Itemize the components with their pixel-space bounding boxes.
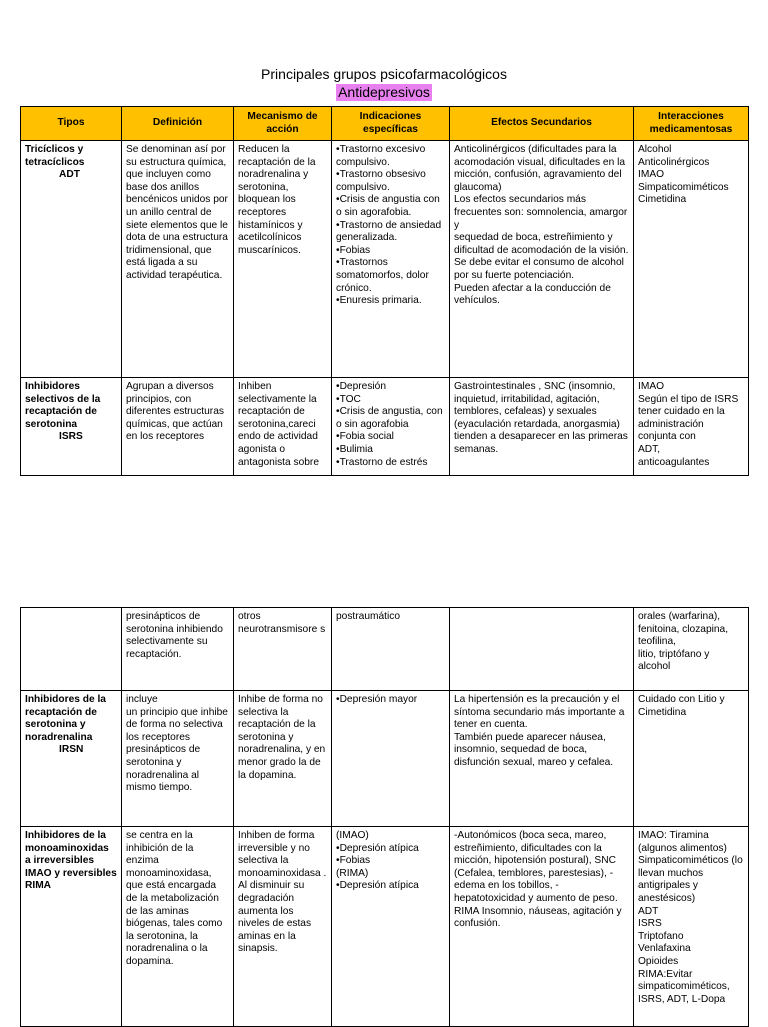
efectos-cell [450,608,634,691]
definicion-cell: Agrupan a diversos principios, con diferentes estructuras químicas, que actúan en los receptores [122,378,234,476]
table-row-isrs [21,378,749,476]
definicion-cell: incluye un principio que inhibe de forma no selectiva los receptores presinápticos de serotonina y noradrenalina al mismo tiempo. [122,691,234,827]
type-name: Tricíclicos y tetracíclicos [25,144,85,168]
interacciones-cell: Alcohol Anticolinérgicos IMAO Simpaticomiméticos Cimetidina [634,141,749,378]
mecanismo-cell: otros neurotransmisore s [234,608,332,691]
drug-table-page-1 [20,106,749,476]
definicion-cell: presinápticos de serotonina inhibiendo selectivamente su recaptación. [122,608,234,691]
interacciones-cell: IMAO Según el tipo de ISRS tener cuidado en la administración conjunta con ADT, anticoagulantes [634,378,749,476]
type-cell [21,378,122,476]
mecanismo-cell: Inhiben de forma irreversible y no selectiva la monoaminoxidasa . Al disminuir su degradación aumenta los niveles de estas aminas en la sinapsis. [234,827,332,1027]
indicaciones-cell: •Trastorno excesivo compulsivo. •Trastorno obsesivo compulsivo. •Crisis de angustia con o sin agorafobia. •Trastorno de ansiedad generalizada. •Fobias •Trastornos somatomorfos, dolor crónico. •Enuresis primaria. [332,141,450,378]
table-row-imao-rima [21,827,749,1027]
type-cell [21,691,122,827]
table-header-row [21,107,749,141]
column-header-tipos: Tipos [21,107,122,141]
indicaciones-cell: postraumático [332,608,450,691]
page-title: Principales grupos psicofarmacológicos [261,66,507,82]
efectos-cell: Gastrointestinales , SNC (insomnio, inquietud, irritabilidad, agitación, temblores, cefaleas) y sexuales (eyaculación retardada, anorgasmia) tienden a desaparecer en las primeras semanas. [450,378,634,476]
page-subtitle: Antidepresivos [338,84,430,100]
type-cell [21,827,122,1027]
efectos-cell: Anticolinérgicos (dificultades para la acomodación visual, dificultades en la micción, confusión, agravamiento del glaucoma) Los efectos secundarios más frecuentes son: somnolencia, amargor y sequedad de boca, estreñimiento y dificultad de acomodación de la visión. Se debe evitar el consumo de alcohol por su fuerte potenciación. Pueden afectar a la conducción de vehículos. [450,141,634,378]
table-row-isrs-continued [21,608,749,691]
mecanismo-cell: Reducen la recaptación de la noradrenalina y serotonina, bloquean los receptores histamínicos y acetilcolínicos muscarínicos. [234,141,332,378]
column-header-efectos: Efectos Secundarios [450,107,634,141]
interacciones-cell: Cuidado con Litio y Cimetidina [634,691,749,827]
interacciones-cell: orales (warfarina), fenitoina, clozapina, teofilina, litio, triptófano y alcohol [634,608,749,691]
column-header-interacciones: Interacciones medicamentosas [634,107,749,141]
type-abbreviation: ADT [59,169,80,181]
indicaciones-cell: (IMAO) •Depresión atípica •Fobias (RIMA) •Depresión atípica [332,827,450,1027]
efectos-cell: -Autonómicos (boca seca, mareo, estreñimiento, dificultades con la micción, hipotensión postural), SNC (Cefalea, temblores, parestesias), - edema en los tobillos, - hepatotoxicidad y aumento de peso. RIMA Insomnio, náuseas, agitación y confusión. [450,827,634,1027]
efectos-cell: La hipertensión es la precaución y el síntoma secundario más importante a tener en cuenta. También puede aparecer náusea, insomnio, sequedad de boca, disfunción sexual, mareo y cefalea. [450,691,634,827]
type-cell [21,608,122,691]
indicaciones-cell: •Depresión •TOC •Crisis de angustia, con o sin agorafobia •Fobia social •Bulimia •Trastorno de estrés [332,378,450,476]
indicaciones-cell: •Depresión mayor [332,691,450,827]
type-name: Inhibidores de la recaptación de serotonina y noradrenalina [25,694,106,743]
type-name: Inhibidores de la monoaminoxidas a irreversibles IMAO y reversibles RIMA [25,830,117,892]
type-cell [21,141,122,378]
drug-table-page-2 [20,607,749,1027]
column-header-mecanismo: Mecanismo de acción [234,107,332,141]
interacciones-cell: IMAO: Tiramina (algunos alimentos) Simpaticomiméticos (lo llevan muchos antigripales y anestésicos) ADT ISRS Triptofano Venlafaxina Opioides RIMA:Evitar simpaticomiméticos, ISRS, ADT, L-Dopa [634,827,749,1027]
type-abbreviation: ISRS [59,431,83,443]
mecanismo-cell: Inhiben selectivamente la recaptación de serotonina,careci endo de actividad agonista o antagonista sobre [234,378,332,476]
type-abbreviation: IRSN [59,744,84,756]
column-header-definicion: Definición [122,107,234,141]
table-row-irsn [21,691,749,827]
definicion-cell: Se denominan así por su estructura química, que incluyen como base dos anillos bencénicos unidos por un anillo central de siete elementos que le dota de una estructura tridimensional, que está ligada a su actividad terapéutica. [122,141,234,378]
definicion-cell: se centra en la inhibición de la enzima monoaminoxidasa, que está encargada de la metabolización de las aminas biógenas, tales como la serotonina, la noradrenalina o la dopamina. [122,827,234,1027]
column-header-indicaciones: Indicaciones específicas [332,107,450,141]
type-name: Inhibidores selectivos de la recaptación de serotonina [25,381,101,430]
mecanismo-cell: Inhibe de forma no selectiva la recaptación de la serotonina y noradrenalina, y en menor grado la de la dopamina. [234,691,332,827]
table-row-adt [21,141,749,378]
